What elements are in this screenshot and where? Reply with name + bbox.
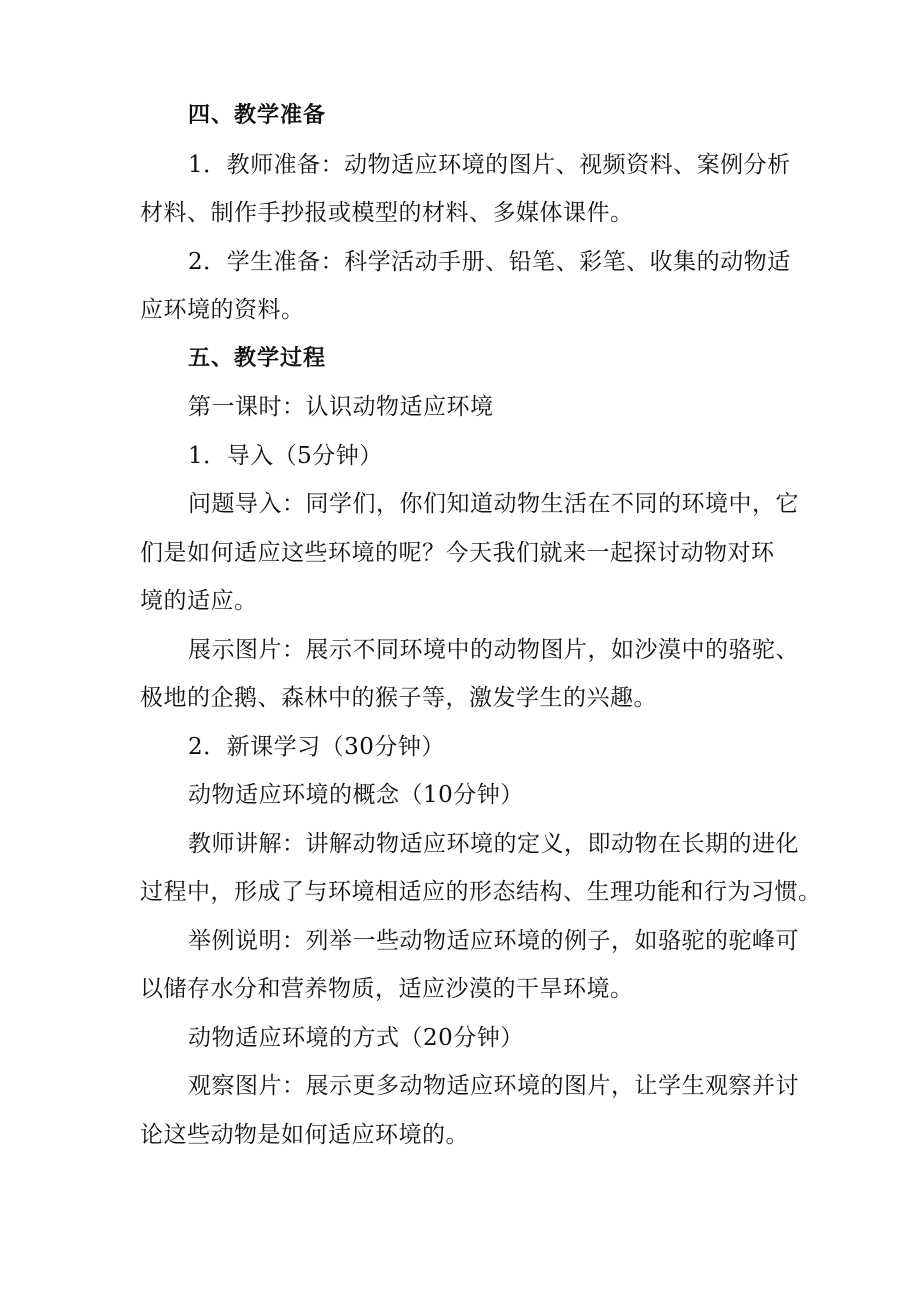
paragraph-teacher-preparation-line1: 1．教师准备：动物适应环境的图片、视频资料、案例分析 [188, 151, 791, 178]
section-heading-teaching-preparation: 四、教学准备 [188, 103, 327, 128]
paragraph-concept-explain-line1: 教师讲解：讲解动物适应环境的定义，即动物在长期的进化 [188, 830, 799, 857]
paragraph-intro-question-line1: 问题导入：同学们，你们知道动物生活在不同的环境中，它 [188, 491, 799, 517]
paragraph-ways-observe-line2: 论这些动物是如何适应环境的。 [140, 1121, 469, 1148]
document-page [140, 92, 822, 1159]
lesson-title: 第一课时：认识动物适应环境 [188, 394, 494, 420]
paragraph-intro-pictures-line2: 极地的企鹅、森林中的猴子等，激发学生的兴趣。 [140, 685, 657, 711]
paragraph-intro-question-line3: 境的适应。 [140, 588, 258, 614]
topic-title-ways: 动物适应环境的方式（20分钟） [188, 1024, 524, 1051]
paragraph-concept-example-line2: 以储存水分和营养物质，适应沙漠的干旱环境。 [140, 976, 634, 1002]
paragraph-intro-pictures-line1: 展示图片：展示不同环境中的动物图片，如沙漠中的骆驼、 [188, 636, 799, 663]
section-heading-teaching-process: 五、教学过程 [188, 345, 327, 371]
paragraph-intro-question-line2: 们是如何适应这些环境的呢？今天我们就来一起探讨动物对环 [140, 539, 775, 566]
subsection-title-intro: 1．导入（5分钟） [188, 442, 383, 469]
topic-title-concept: 动物适应环境的概念（10分钟） [188, 782, 524, 808]
paragraph-student-preparation-line2: 应环境的资料。 [140, 297, 305, 323]
subsection-title-new-lesson: 2．新课学习（30分钟） [188, 733, 445, 760]
paragraph-concept-explain-line2: 过程中，形成了与环境相适应的形态结构、生理功能和行为习惯。 [140, 879, 822, 905]
paragraph-ways-observe-line1: 观察图片：展示更多动物适应环境的图片，让学生观察并讨 [188, 1073, 799, 1099]
paragraph-teacher-preparation-line2: 材料、制作手抄报或模型的材料、多媒体课件。 [140, 200, 634, 226]
paragraph-concept-example-line1: 举例说明：列举一些动物适应环境的例子，如骆驼的驼峰可 [188, 927, 799, 954]
paragraph-student-preparation-line1: 2．学生准备：科学活动手册、铅笔、彩笔、收集的动物适 [188, 248, 791, 275]
